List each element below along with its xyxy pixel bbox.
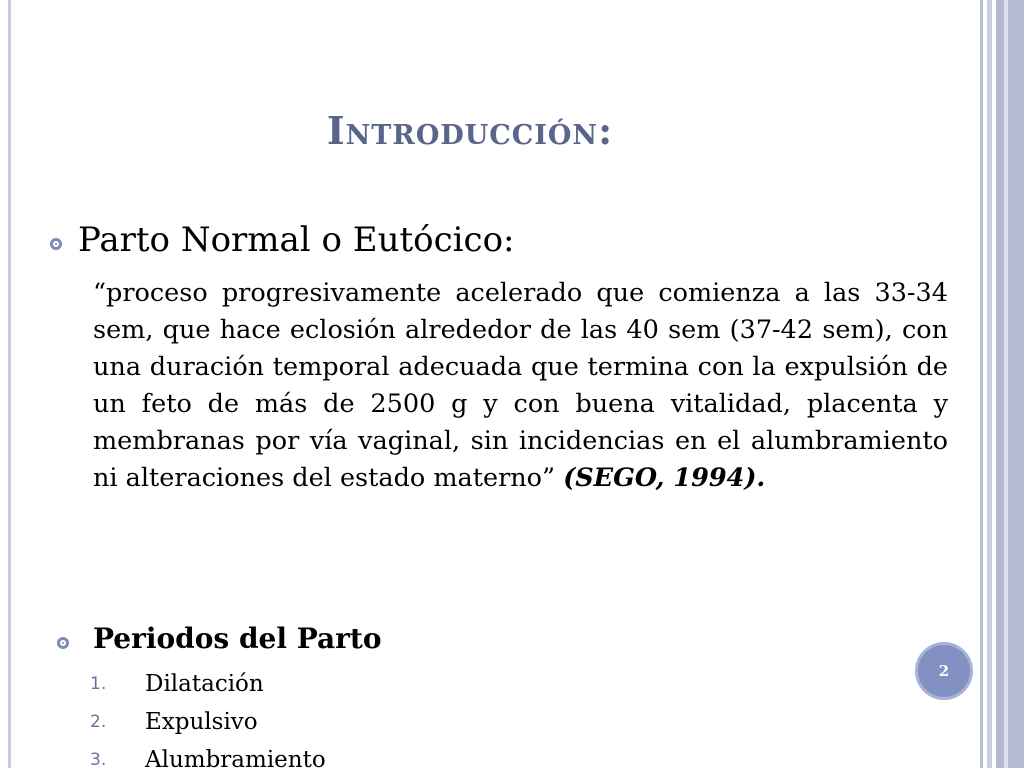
quote-text: “proceso progresivamente acelerado que comienza a las 33-34 sem, que hace eclosión alrededor de las 40 sem (37-42 sem), con una duración temporal adecuada que termina con la expulsión de un feto de más de 2500 g y con buena vitalidad, placenta y membranas por vía vaginal, sin incidencias en el alumbramiento ni alteraciones del estado materno” xyxy=(93,278,948,493)
main-heading: Parto Normal o Eutócico: xyxy=(78,220,515,260)
list-item-label: Dilatación xyxy=(145,671,264,697)
list-item-label: Alumbramiento xyxy=(145,747,326,773)
list-number: 1. xyxy=(90,674,107,694)
bullet-circle-icon xyxy=(57,637,69,649)
bullet-circle-icon xyxy=(50,238,62,250)
right-frame-stripes xyxy=(978,0,1024,768)
definition-quote xyxy=(93,275,948,497)
list-number: 2. xyxy=(90,712,107,732)
section-heading: Periodos del Parto xyxy=(93,622,382,655)
page-number-badge: 2 xyxy=(915,642,973,700)
slide-title: Introducción: xyxy=(326,108,614,153)
list-number: 3. xyxy=(90,750,107,770)
list-item-label: Expulsivo xyxy=(145,709,258,735)
reference-citation: (SEGO, 1994). xyxy=(563,463,766,493)
